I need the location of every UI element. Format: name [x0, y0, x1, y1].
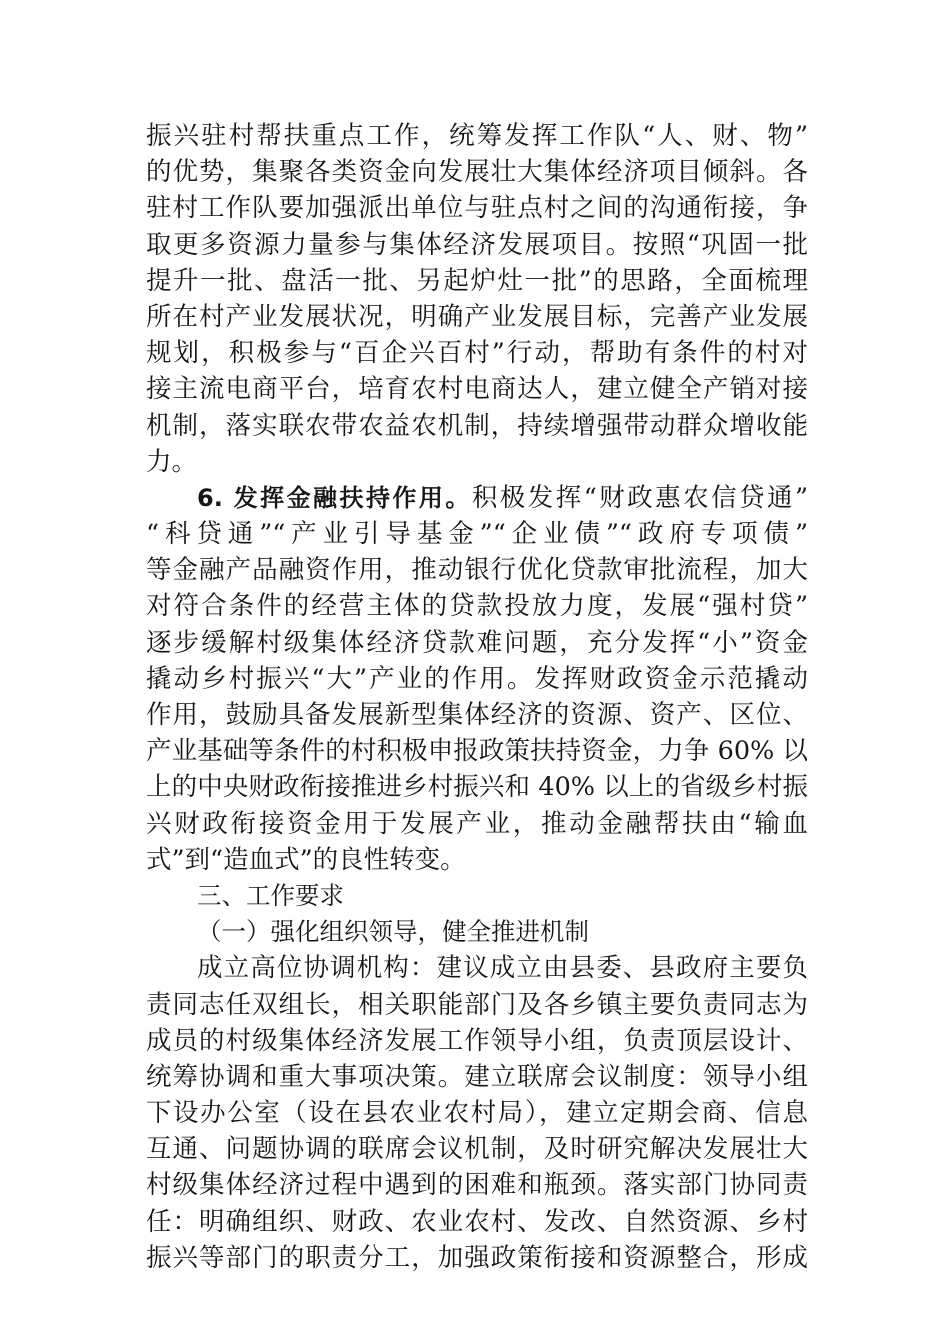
text-line: 成员的村级集体经济发展工作领导小组，负责顶层设计、	[146, 1025, 808, 1056]
text-line: 规划，积极参与“百企兴百村”行动，帮助有条件的村对	[146, 338, 808, 369]
text-line: 作用，鼓励具备发展新型集体经济的资源、资产、区位、	[146, 700, 808, 730]
text-line: 的优势，集聚各类资金向发展壮大集体经济项目倾斜。各	[146, 157, 808, 188]
text-line: 力。	[146, 446, 198, 477]
text-line: 撬动乡村振兴“大”产业的作用。发挥财政资金示范撬动	[146, 663, 808, 694]
text-line: 提升一批、盘活一批、另起炉灶一批”的思路，全面梳理	[146, 265, 808, 296]
text-line: 下设办公室（设在县农业农村局），建立定期会商、信息	[146, 1098, 808, 1129]
text-line: “科贷通”“产业引导基金”“企业债”“政府专项债”	[146, 519, 808, 550]
paragraph-financial-support	[146, 480, 808, 878]
text-line: 责同志任双组长，相关职能部门及各乡镇主要负责同志为	[146, 989, 808, 1020]
section-heading: 三、工作要求	[197, 880, 344, 910]
text-line: 对符合条件的经营主体的贷款投放力度，发展“强村贷”	[146, 591, 808, 622]
text-line	[146, 480, 808, 516]
text-line: 驻村工作队要加强派出单位与驻点村之间的沟通衔接，争	[146, 193, 808, 224]
text-line: 上的中央财政衔接推进乡村振兴和 40% 以上的省级乡村振	[146, 772, 808, 803]
text-line: 式”到“造血式”的良性转变。	[146, 844, 466, 875]
subsection-heading: （一）强化组织领导，健全推进机制	[197, 917, 589, 947]
text-line: 机制，落实联农带农益农机制，持续增强带动群众增收能	[146, 410, 808, 441]
text-line: 取更多资源力量参与集体经济发展项目。按照“巩固一批	[146, 229, 808, 260]
text-line: 村级集体经济过程中遇到的困难和瓶颈。落实部门协同责	[146, 1170, 808, 1201]
item-6-title: 6. 发挥金融扶持作用。	[197, 483, 472, 512]
text-line: 任：明确组织、财政、农业农村、发改、自然资源、乡村	[146, 1206, 808, 1237]
text-line: 产业基础等条件的村积极申报政策扶持资金，力争 60% 以	[146, 736, 808, 767]
paragraph-organization-leadership	[146, 950, 808, 1276]
paragraph-rural-revitalization-support	[146, 118, 808, 480]
text-line: 兴财政衔接资金用于发展产业，推动金融帮扶由“输血	[146, 808, 808, 839]
document-body	[146, 118, 808, 1276]
text-line: 振兴等部门的职责分工，加强政策衔接和资源整合，形成	[146, 1242, 808, 1273]
text-line: 互通、问题协调的联席会议机制，及时研究解决发展壮大	[146, 1134, 808, 1165]
text-line: 统筹协调和重大事项决策。建立联席会议制度：领导小组	[146, 1061, 808, 1092]
text-line: 振兴驻村帮扶重点工作，统筹发挥工作队“人、财、物”	[146, 121, 808, 151]
text-line: 成立高位协调机构：建议成立由县委、县政府主要负	[197, 953, 808, 984]
text-line: 所在村产业发展状况，明确产业发展目标，完善产业发展	[146, 301, 808, 332]
text-line: 逐步缓解村级集体经济贷款难问题，充分发挥“小”资金	[146, 627, 808, 658]
text-line: 等金融产品融资作用，推动银行优化贷款审批流程，加大	[146, 555, 808, 586]
text-line: 接主流电商平台，培育农村电商达人，建立健全产销对接	[146, 374, 808, 405]
item-6-first-line-text: 积极发挥“财政惠农信贷通”	[471, 482, 809, 513]
